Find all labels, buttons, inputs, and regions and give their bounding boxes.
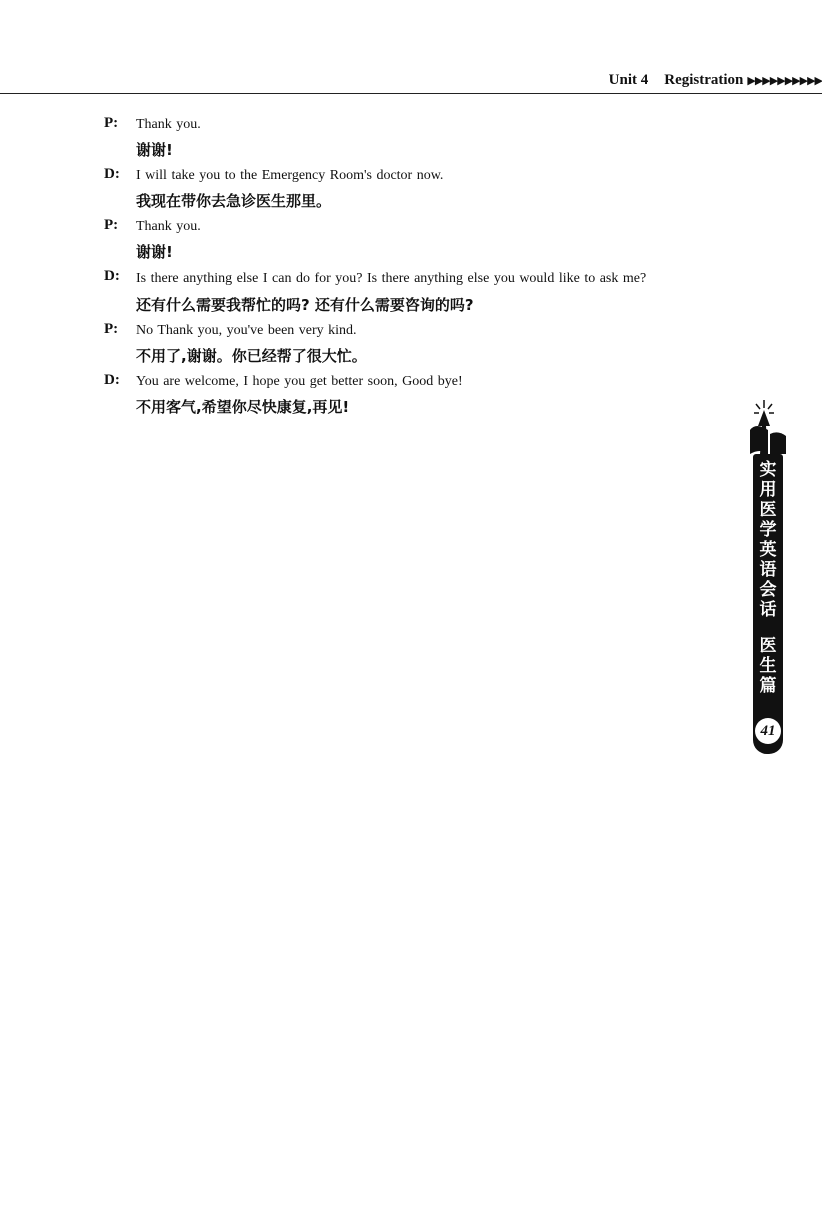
dialog [104, 114, 726, 422]
book-subtitle: 医生篇 [759, 636, 777, 696]
dialog-line [104, 216, 726, 263]
english-text: Thank you. [136, 117, 201, 132]
header-arrows-icon: ▶▶▶▶▶▶▶▶▶▶ [747, 75, 822, 87]
header-rule [0, 93, 822, 94]
speaker-label: P: [104, 115, 119, 131]
chinese-text: 还有什么需要我帮忙的吗? 还有什么需要咨询的吗? [136, 296, 474, 314]
flag-icon [746, 396, 790, 456]
chinese-text: 不用客气,希望你尽快康复,再见! [136, 398, 350, 416]
english-text: Is there anything else I can do for you? Is there anything else you would like to ask me? [136, 271, 647, 286]
side-tab [746, 396, 790, 756]
dialog-line [104, 371, 726, 418]
speaker-label: P: [104, 321, 119, 337]
dialog-line [104, 114, 726, 161]
side-tab-bar [753, 454, 783, 754]
chinese-text: 我现在带你去急诊医生那里。 [136, 192, 332, 210]
page-number: 41 [755, 718, 781, 744]
dialog-line [104, 320, 726, 367]
speaker-label: D: [104, 268, 120, 284]
running-header [609, 72, 822, 92]
english-text: Thank you. [136, 219, 201, 234]
dialog-line [104, 267, 726, 316]
english-text: You are welcome, I hope you get better soon, Good bye! [136, 374, 463, 389]
english-text: I will take you to the Emergency Room's doctor now. [136, 168, 444, 183]
chinese-text: 谢谢! [136, 243, 173, 261]
dialog-line [104, 165, 726, 212]
english-text: No Thank you, you've been very kind. [136, 323, 357, 338]
speaker-label: P: [104, 217, 119, 233]
chinese-text: 谢谢! [136, 141, 173, 159]
book-title: 实用医学英语会话 [759, 460, 777, 620]
header-unit: Unit 4 [608, 72, 649, 88]
header-section: Registration [664, 72, 744, 88]
chinese-text: 不用了,谢谢。你已经帮了很大忙。 [136, 347, 367, 365]
speaker-label: D: [104, 166, 120, 182]
speaker-label: D: [104, 372, 120, 388]
